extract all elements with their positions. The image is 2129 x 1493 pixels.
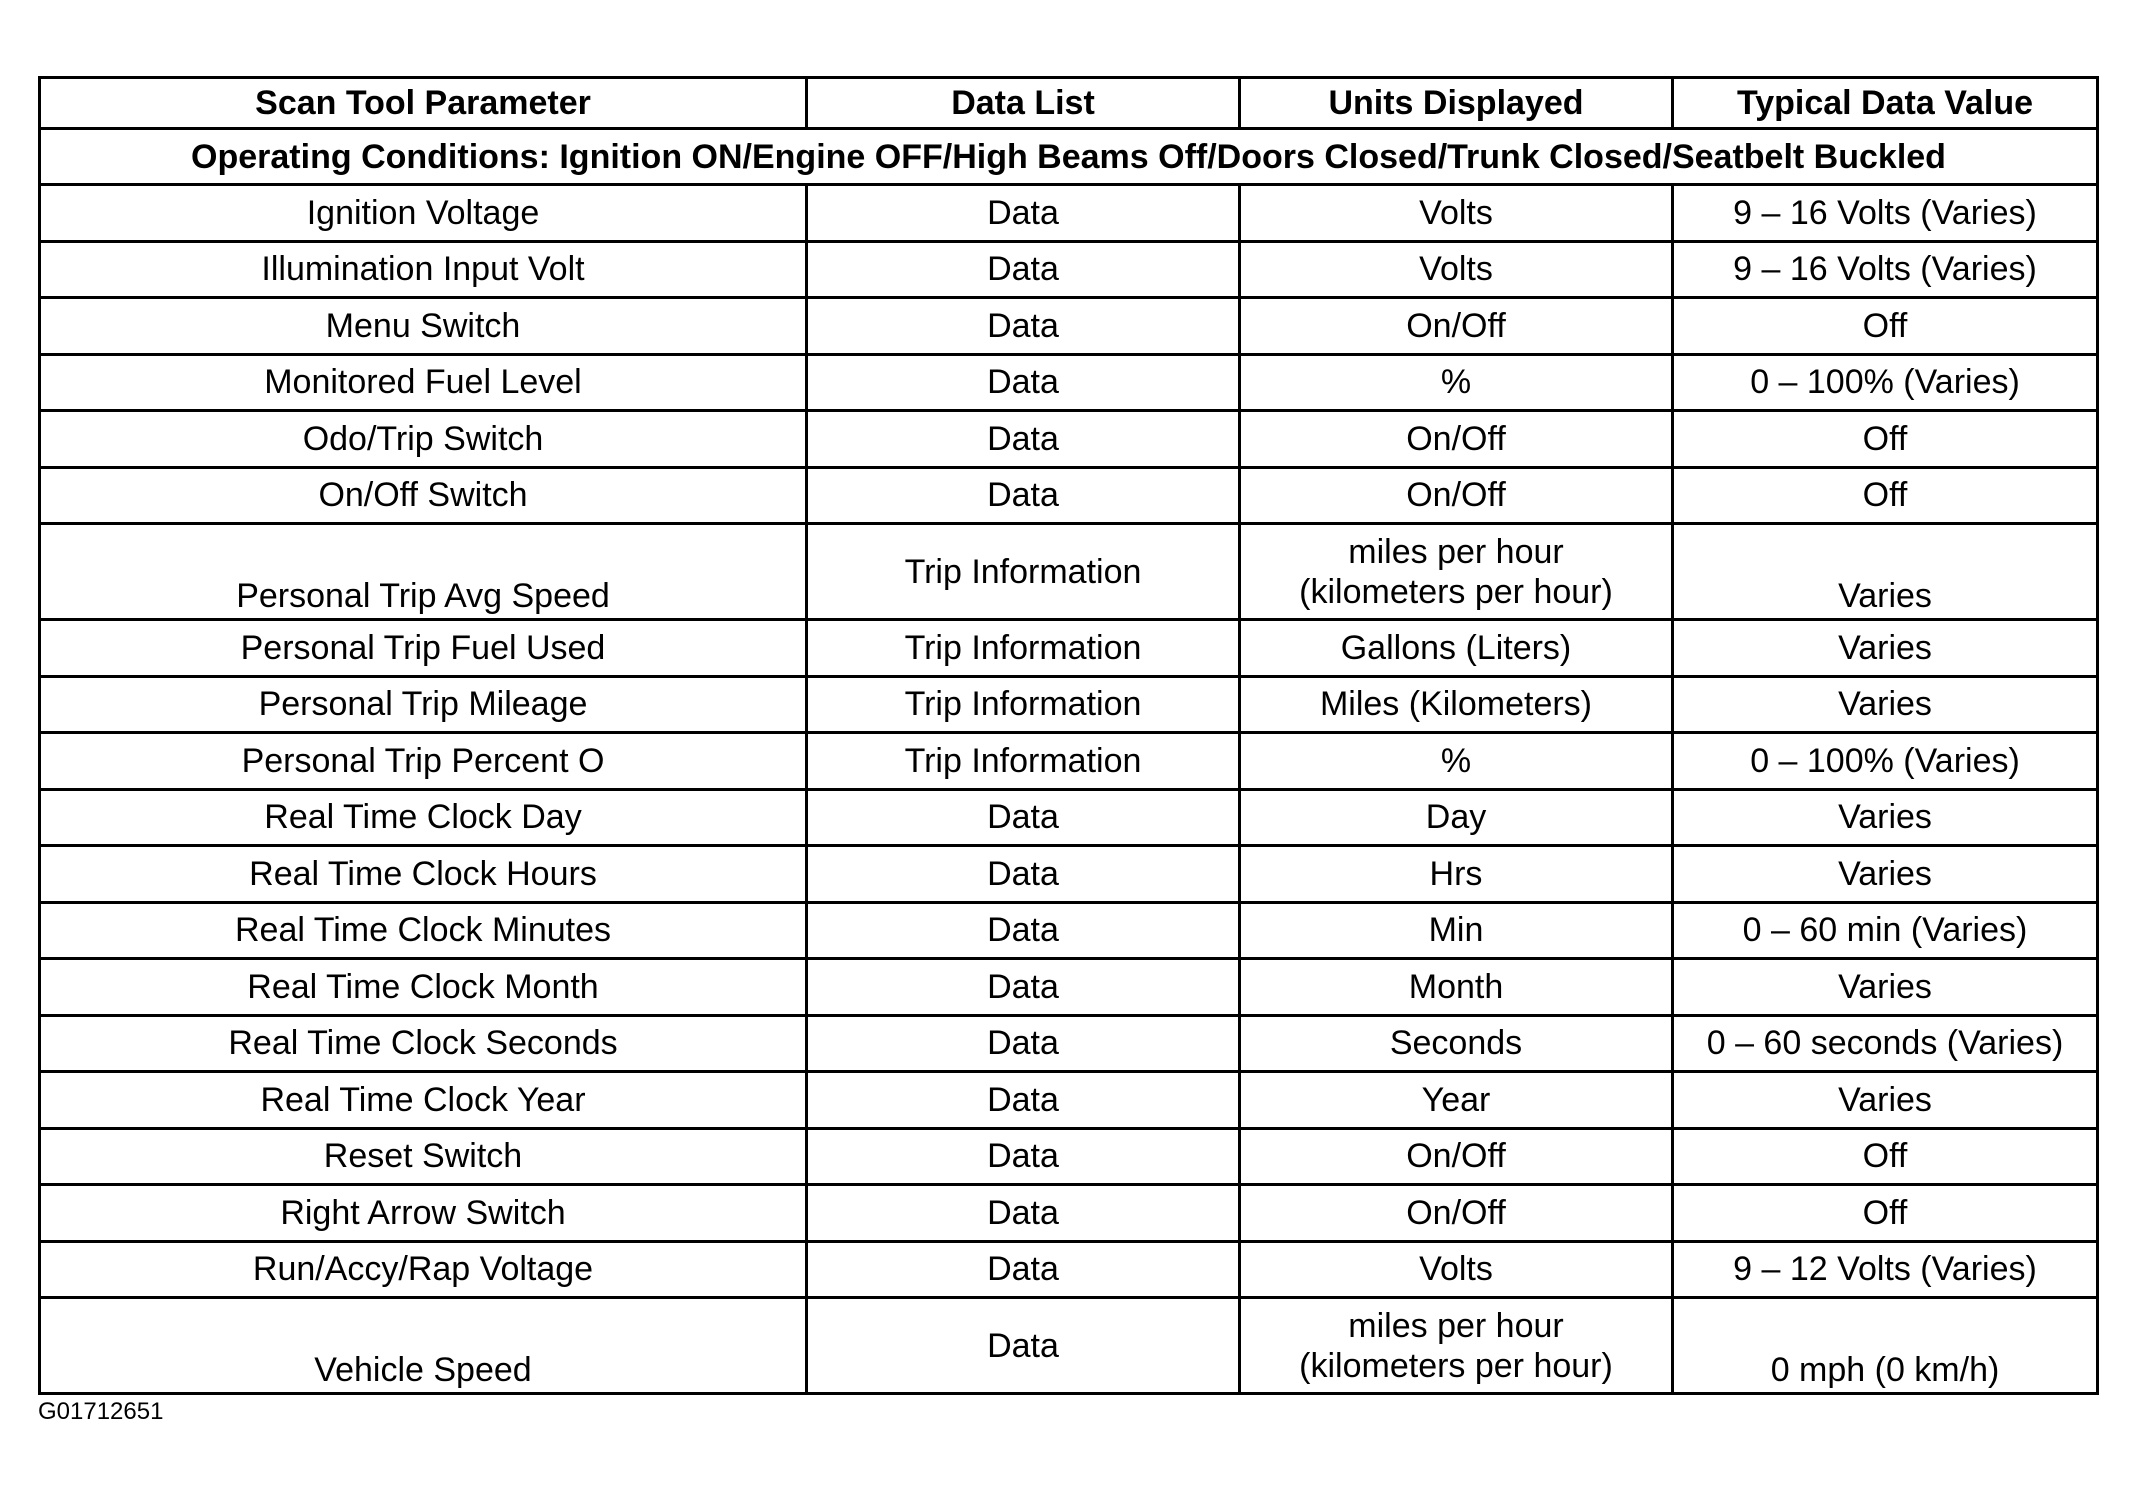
typical-value-cell: 0 – 60 seconds (Varies) [1673, 1015, 2098, 1072]
data-list-cell: Data [807, 185, 1240, 242]
table-row [40, 846, 2098, 903]
parameter-cell: Personal Trip Avg Speed [40, 524, 807, 620]
typical-value-cell: 0 – 60 min (Varies) [1673, 902, 2098, 959]
typical-value-cell: Off [1673, 298, 2098, 355]
data-list-cell: Trip Information [807, 676, 1240, 733]
units-cell: On/Off [1240, 298, 1673, 355]
units-cell: Year [1240, 1072, 1673, 1129]
units-cell: On/Off [1240, 1128, 1673, 1185]
parameter-cell: Personal Trip Percent O [40, 733, 807, 790]
data-list-cell: Data [807, 241, 1240, 298]
units-cell: Hrs [1240, 846, 1673, 903]
data-list-cell: Data [807, 411, 1240, 468]
typical-value-cell: Varies [1673, 524, 2098, 620]
units-line-primary: miles per hour [1348, 532, 1564, 571]
typical-value-cell: Off [1673, 1128, 2098, 1185]
parameter-cell: Reset Switch [40, 1128, 807, 1185]
table-row [40, 789, 2098, 846]
table-row [40, 467, 2098, 524]
table-row [40, 1128, 2098, 1185]
parameter-cell: Real Time Clock Year [40, 1072, 807, 1129]
data-list-cell: Trip Information [807, 733, 1240, 790]
parameter-cell: Real Time Clock Minutes [40, 902, 807, 959]
parameter-cell: Run/Accy/Rap Voltage [40, 1241, 807, 1298]
parameter-cell: Monitored Fuel Level [40, 354, 807, 411]
typical-value-cell: 0 – 100% (Varies) [1673, 354, 2098, 411]
units-cell: Seconds [1240, 1015, 1673, 1072]
typical-value-cell: Varies [1673, 789, 2098, 846]
data-list-cell: Data [807, 1128, 1240, 1185]
data-list-cell: Data [807, 1015, 1240, 1072]
units-cell: Volts [1240, 1241, 1673, 1298]
parameter-cell: Menu Switch [40, 298, 807, 355]
units-cell: Volts [1240, 241, 1673, 298]
table-row [40, 185, 2098, 242]
data-list-cell: Trip Information [807, 524, 1240, 620]
units-cell: Gallons (Liters) [1240, 620, 1673, 677]
typical-value-cell: Off [1673, 1185, 2098, 1242]
parameter-cell: Personal Trip Mileage [40, 676, 807, 733]
parameter-cell: Real Time Clock Hours [40, 846, 807, 903]
units-cell: On/Off [1240, 467, 1673, 524]
figure-id: G01712651 [38, 1398, 164, 1425]
units-cell: On/Off [1240, 1185, 1673, 1242]
table-row [40, 1298, 2098, 1394]
typical-value-cell: 0 – 100% (Varies) [1673, 733, 2098, 790]
parameter-cell: Odo/Trip Switch [40, 411, 807, 468]
units-cell [1240, 524, 1673, 620]
units-line-primary: miles per hour [1348, 1306, 1564, 1345]
parameter-cell: Vehicle Speed [40, 1298, 807, 1394]
parameter-cell: Real Time Clock Month [40, 959, 807, 1016]
header-typical-data-value: Typical Data Value [1673, 78, 2098, 129]
units-cell: On/Off [1240, 411, 1673, 468]
header-units-displayed: Units Displayed [1240, 78, 1673, 129]
table-row [40, 620, 2098, 677]
parameter-cell: Real Time Clock Seconds [40, 1015, 807, 1072]
typical-value-cell: Varies [1673, 959, 2098, 1016]
table-row [40, 1241, 2098, 1298]
data-list-cell: Data [807, 1072, 1240, 1129]
data-list-cell: Trip Information [807, 620, 1240, 677]
units-cell: % [1240, 733, 1673, 790]
scan-tool-data-table [38, 76, 2099, 1395]
units-cell: Day [1240, 789, 1673, 846]
table-row [40, 1185, 2098, 1242]
table-row [40, 959, 2098, 1016]
data-list-cell: Data [807, 298, 1240, 355]
header-scan-tool-parameter: Scan Tool Parameter [40, 78, 807, 129]
data-list-cell: Data [807, 1241, 1240, 1298]
units-cell: % [1240, 354, 1673, 411]
scan-tool-data-document [38, 76, 2096, 1395]
data-list-cell: Data [807, 1185, 1240, 1242]
parameter-cell: Real Time Clock Day [40, 789, 807, 846]
table-row [40, 733, 2098, 790]
typical-value-cell: Varies [1673, 1072, 2098, 1129]
units-cell: Miles (Kilometers) [1240, 676, 1673, 733]
table-header-row [40, 78, 2098, 129]
parameter-cell: On/Off Switch [40, 467, 807, 524]
typical-value-cell: Varies [1673, 846, 2098, 903]
typical-value-cell: Off [1673, 411, 2098, 468]
data-list-cell: Data [807, 959, 1240, 1016]
data-list-cell: Data [807, 846, 1240, 903]
typical-value-cell: Varies [1673, 676, 2098, 733]
table-row [40, 241, 2098, 298]
data-list-cell: Data [807, 354, 1240, 411]
typical-value-cell: 9 – 16 Volts (Varies) [1673, 241, 2098, 298]
data-list-cell: Data [807, 789, 1240, 846]
table-row [40, 1015, 2098, 1072]
units-line-metric: (kilometers per hour) [1299, 1346, 1613, 1385]
typical-value-cell: 0 mph (0 km/h) [1673, 1298, 2098, 1394]
units-line-metric: (kilometers per hour) [1299, 572, 1613, 611]
units-cell: Volts [1240, 185, 1673, 242]
table-row [40, 354, 2098, 411]
units-cell [1240, 1298, 1673, 1394]
typical-value-cell: Off [1673, 467, 2098, 524]
parameter-cell: Ignition Voltage [40, 185, 807, 242]
data-list-cell: Data [807, 902, 1240, 959]
table-row [40, 676, 2098, 733]
table-row [40, 298, 2098, 355]
table-row [40, 411, 2098, 468]
table-row [40, 1072, 2098, 1129]
parameter-cell: Illumination Input Volt [40, 241, 807, 298]
units-cell: Min [1240, 902, 1673, 959]
data-list-cell: Data [807, 1298, 1240, 1394]
operating-conditions: Operating Conditions: Ignition ON/Engine OFF/High Beams Off/Doors Closed/Trunk Closed/Seatbelt Buckled [40, 129, 2098, 185]
operating-conditions-row [40, 129, 2098, 185]
data-list-cell: Data [807, 467, 1240, 524]
units-cell: Month [1240, 959, 1673, 1016]
typical-value-cell: Varies [1673, 620, 2098, 677]
table-row [40, 524, 2098, 620]
typical-value-cell: 9 – 12 Volts (Varies) [1673, 1241, 2098, 1298]
typical-value-cell: 9 – 16 Volts (Varies) [1673, 185, 2098, 242]
parameter-cell: Right Arrow Switch [40, 1185, 807, 1242]
header-data-list: Data List [807, 78, 1240, 129]
parameter-cell: Personal Trip Fuel Used [40, 620, 807, 677]
table-row [40, 902, 2098, 959]
